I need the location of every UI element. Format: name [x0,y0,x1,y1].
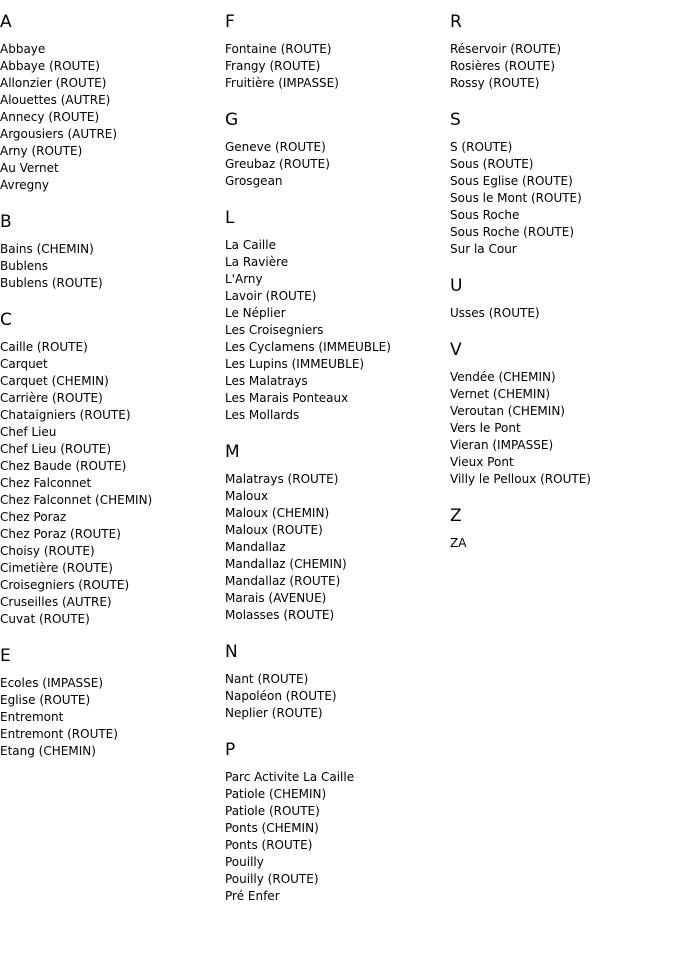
section-letter-heading: S [450,110,461,130]
street-link[interactable]: Chataigniers (ROUTE) [0,408,131,422]
street-link[interactable]: S (ROUTE) [450,140,513,154]
section-letter-heading: C [0,310,12,330]
street-link[interactable]: Sous Roche (ROUTE) [450,225,575,239]
street-link[interactable]: L'Arny [225,272,263,286]
street-link[interactable]: Les Croisegniers [225,323,324,337]
street-link[interactable]: Vieux Pont [450,455,514,469]
letter-section [0,309,225,628]
street-list [450,305,675,322]
street-link[interactable]: Maloux (CHEMIN) [225,506,330,520]
street-list [225,471,450,624]
section-letter-heading: V [450,340,462,360]
street-link[interactable]: Arny (ROUTE) [0,144,83,158]
letter-section [450,109,675,258]
street-link[interactable]: Carquet (CHEMIN) [0,374,109,388]
street-link[interactable]: Allonzier (ROUTE) [0,76,107,90]
street-link[interactable]: Maloux [225,489,269,503]
street-link[interactable]: Marais (AVENUE) [225,591,327,605]
street-link[interactable]: Villy le Pelloux (ROUTE) [450,472,591,486]
street-link[interactable]: Annecy (ROUTE) [0,110,100,124]
street-link[interactable]: Mandallaz (CHEMIN) [225,557,347,571]
letter-section [225,11,450,92]
section-letter-heading: L [225,208,235,228]
street-link[interactable]: Mandallaz (ROUTE) [225,574,341,588]
street-link[interactable]: Vendée (CHEMIN) [450,370,556,384]
street-link[interactable]: Chef Lieu [0,425,57,439]
street-link[interactable]: Abbaye [0,42,46,56]
street-list [225,139,450,190]
street-link[interactable]: Ponts (ROUTE) [225,838,313,852]
street-link[interactable]: Veroutan (CHEMIN) [450,404,565,418]
street-list [0,675,225,760]
section-letter-heading: A [0,12,12,32]
street-link[interactable]: ZA [450,536,467,550]
section-letter-heading: F [225,12,235,32]
index-column-3 [450,0,675,569]
street-link[interactable]: Les Marais Ponteaux [225,391,349,405]
street-list [450,369,675,488]
street-link[interactable]: Vieran (IMPASSE) [450,438,554,452]
letter-section [450,505,675,552]
street-list [225,41,450,92]
street-link[interactable]: La Ravière [225,255,289,269]
street-link[interactable]: Bublens (ROUTE) [0,276,103,290]
street-link[interactable]: Bains (CHEMIN) [0,242,94,256]
street-link[interactable]: Pré Enfer [225,889,280,903]
street-link[interactable]: Réservoir (ROUTE) [450,42,562,56]
letter-section [0,211,225,292]
street-link[interactable]: Entremont [0,710,64,724]
section-letter-heading: G [225,110,239,130]
street-list [225,237,450,424]
street-link[interactable]: Napoléon (ROUTE) [225,689,337,703]
street-link[interactable]: Abbaye (ROUTE) [0,59,100,73]
street-link[interactable]: Ponts (CHEMIN) [225,821,319,835]
street-link[interactable]: Maloux (ROUTE) [225,523,323,537]
street-link[interactable]: Sous Eglise (ROUTE) [450,174,573,188]
street-link[interactable]: Eglise (ROUTE) [0,693,91,707]
street-link[interactable]: Chef Lieu (ROUTE) [0,442,112,456]
letter-section [0,11,225,194]
street-link[interactable]: Grosgean [225,174,283,188]
street-link[interactable]: Rosières (ROUTE) [450,59,556,73]
street-link[interactable]: Fruitière (IMPASSE) [225,76,339,90]
section-letter-heading: E [0,646,11,666]
street-link[interactable]: Cruseilles (AUTRE) [0,595,112,609]
street-link[interactable]: Chez Falconnet [0,476,92,490]
street-list [0,241,225,292]
street-link[interactable]: Chez Poraz (ROUTE) [0,527,121,541]
street-link[interactable]: Les Cyclamens (IMMEUBLE) [225,340,391,354]
section-letter-heading: R [450,12,462,32]
section-letter-heading: P [225,740,236,760]
street-link[interactable]: Frangy (ROUTE) [225,59,321,73]
section-letter-heading: B [0,212,12,232]
street-link[interactable]: Pouilly (ROUTE) [225,872,319,886]
street-link[interactable]: Carrière (ROUTE) [0,391,103,405]
letter-section [225,441,450,624]
street-link[interactable]: Au Vernet [0,161,59,175]
letter-section [450,275,675,322]
street-link[interactable]: Sous Roche [450,208,520,222]
street-link[interactable]: Cimetière (ROUTE) [0,561,113,575]
street-link[interactable]: Sous (ROUTE) [450,157,534,171]
street-link[interactable]: Les Lupins (IMMEUBLE) [225,357,365,371]
street-link[interactable]: Fontaine (ROUTE) [225,42,332,56]
street-link[interactable]: Rossy (ROUTE) [450,76,540,90]
street-link[interactable]: Greubaz (ROUTE) [225,157,330,171]
street-link[interactable]: Croisegniers (ROUTE) [0,578,130,592]
street-link[interactable]: Les Malatrays [225,374,308,388]
index-column-1 [0,0,225,777]
street-link[interactable]: Alouettes (AUTRE) [0,93,111,107]
street-link[interactable]: Lavoir (ROUTE) [225,289,317,303]
street-link[interactable]: Le Néplier [225,306,286,320]
street-link[interactable]: Chez Baude (ROUTE) [0,459,127,473]
street-link[interactable]: Avregny [0,178,49,192]
street-link[interactable]: Bublens [0,259,49,273]
letter-section [450,11,675,92]
street-link[interactable]: Entremont (ROUTE) [0,727,118,741]
street-link[interactable]: Cuvat (ROUTE) [0,612,90,626]
letter-section [450,339,675,488]
street-link[interactable]: Nant (ROUTE) [225,672,309,686]
street-link[interactable]: Malatrays (ROUTE) [225,472,339,486]
street-link[interactable]: Usses (ROUTE) [450,306,540,320]
street-link[interactable]: Parc Activite La Caille [225,770,355,784]
letter-section [225,641,450,722]
section-letter-heading: Z [450,506,462,526]
section-letter-heading: U [450,276,463,296]
street-list [450,535,675,552]
street-link[interactable]: Vers le Pont [450,421,521,435]
index-column-2 [225,0,450,922]
street-link[interactable]: Chez Falconnet (CHEMIN) [0,493,153,507]
letter-section [0,645,225,760]
street-list [0,339,225,628]
street-link[interactable]: Patiole (CHEMIN) [225,787,327,801]
street-link[interactable]: Argousiers (AUTRE) [0,127,118,141]
street-link[interactable]: Neplier (ROUTE) [225,706,323,720]
street-link[interactable]: Sur la Cour [450,242,517,256]
street-link[interactable]: Caille (ROUTE) [0,340,88,354]
street-list [0,41,225,194]
street-link[interactable]: Carquet [0,357,48,371]
street-link[interactable]: Ecoles (IMPASSE) [0,676,104,690]
section-letter-heading: N [225,642,238,662]
street-list [450,41,675,92]
street-link[interactable]: Patiole (ROUTE) [225,804,320,818]
street-link[interactable]: Pouilly [225,855,264,869]
street-list [225,769,450,905]
street-link[interactable]: Mandallaz [225,540,286,554]
section-letter-heading: M [225,442,240,462]
street-link[interactable]: La Caille [225,238,276,252]
street-link[interactable]: Etang (CHEMIN) [0,744,96,758]
letter-section [225,739,450,905]
street-list [225,671,450,722]
letter-section [225,207,450,424]
street-link[interactable]: Les Mollards [225,408,300,422]
street-link[interactable]: Sous le Mont (ROUTE) [450,191,582,205]
street-link[interactable]: Chez Poraz [0,510,67,524]
street-link[interactable]: Choisy (ROUTE) [0,544,95,558]
street-list [450,139,675,258]
street-link[interactable]: Molasses (ROUTE) [225,608,335,622]
street-link[interactable]: Geneve (ROUTE) [225,140,326,154]
street-link[interactable]: Vernet (CHEMIN) [450,387,551,401]
letter-section [225,109,450,190]
